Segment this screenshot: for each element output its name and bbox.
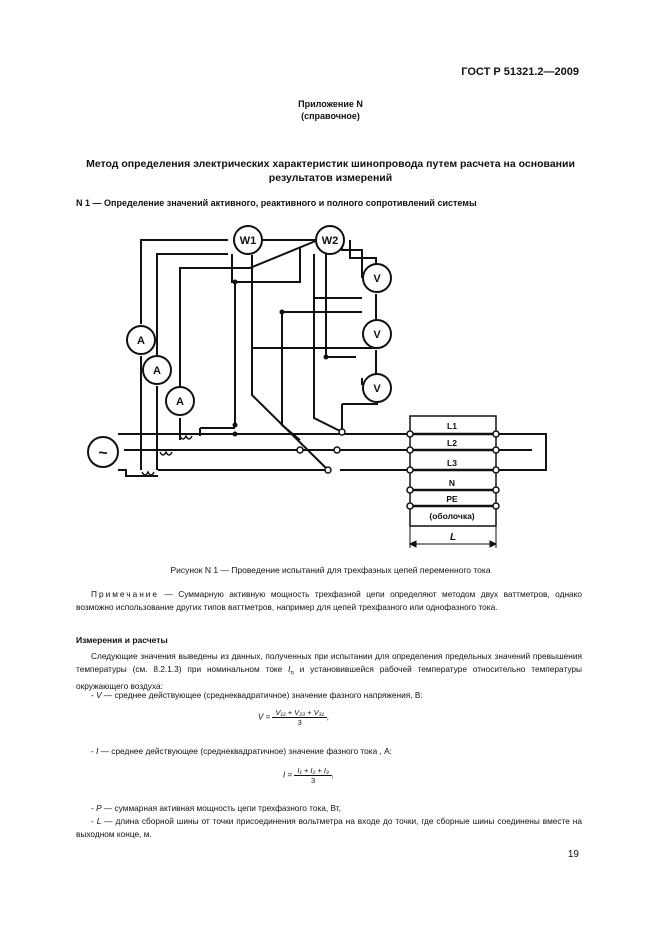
bus-label-n: N [448, 478, 456, 488]
main-title-line1: Метод определения электрических характеристик шинопровода путем расчета на основании [86, 158, 575, 170]
ammeter-3-label: A [176, 396, 184, 408]
item-power: - P — суммарная активная мощность цепи трехфазного тока, Вт, [91, 803, 341, 813]
voltmeter-2-label: V [373, 329, 381, 341]
note-paragraph [76, 588, 582, 613]
item-current: - I — среднее действующее (среднеквадратичное) значение фазного тока , А: [91, 746, 392, 756]
section-heading: N 1 — Определение значений активного, реактивного и полного сопротивлений системы [76, 198, 477, 208]
intro-paragraph [76, 650, 582, 692]
voltmeter-1-label: V [373, 273, 381, 285]
intro-symbol: I [288, 663, 291, 674]
bus-label-enclosure: (оболочка) [429, 511, 475, 521]
intro-text-a: Следующие значения выведены из данных, полученных при испытании для определения предельных значений превышения температуры (см. 8.2.1.3) при номинальном токе [76, 651, 582, 674]
note-label: Примечание [91, 589, 160, 599]
bus-label-l2: L2 [447, 438, 457, 448]
main-title-line2: результатов измерений [268, 172, 393, 184]
appendix-title: Приложение N [298, 99, 363, 109]
intro-text-b: и установившейся рабочей температуре относительно температуры окружающего воздуха: [76, 663, 582, 691]
figure-caption: Рисунок N 1 — Проведение испытаний для трехфазных цепей переменного тока [170, 565, 491, 575]
appendix-note: (справочное) [301, 111, 360, 121]
subheading-measurements: Измерения и расчеты [76, 635, 168, 645]
ammeter-2-label: A [153, 365, 161, 377]
bus-label-pe: PE [446, 494, 458, 504]
bus-label-l3: L3 [447, 458, 457, 468]
ac-source-label: ~ [98, 445, 108, 462]
intro-subscript: n [290, 670, 294, 677]
note-text: — Суммарную активную мощность трехфазной цепи определяют методом двух ваттметров, однако возможно использование других типов ваттметров, например для цепей трехфазного или однофазного тока. [76, 589, 582, 612]
length-label: L [449, 532, 457, 543]
wattmeter-1-label: W1 [239, 235, 257, 247]
wattmeter-2-label: W2 [321, 235, 339, 247]
item-voltage: - V — среднее действующее (среднеквадратичное) значение фазного напряжения, В: [91, 690, 423, 700]
ammeter-1-label: A [137, 335, 145, 347]
formula-voltage: V = $\frac{\text{V₁₂ + V₂₃ + V₃₁}}{3}$ , [258, 708, 330, 727]
formula-current: I = $\frac{\text{I₁ + I₂ + I₃}}{3}$ , [283, 766, 335, 785]
item-length: - L — длина сборной шины от точки присоединения вольтметра на входе до точки, где сборные шины соединены вместе на выходном конце, м. [76, 816, 582, 839]
bus-label-l1: L1 [447, 421, 457, 431]
voltmeter-3-label: V [373, 383, 381, 395]
page-number: 19 [567, 849, 579, 860]
standard-number: ГОСТ Р 51321.2—2009 [461, 66, 579, 78]
